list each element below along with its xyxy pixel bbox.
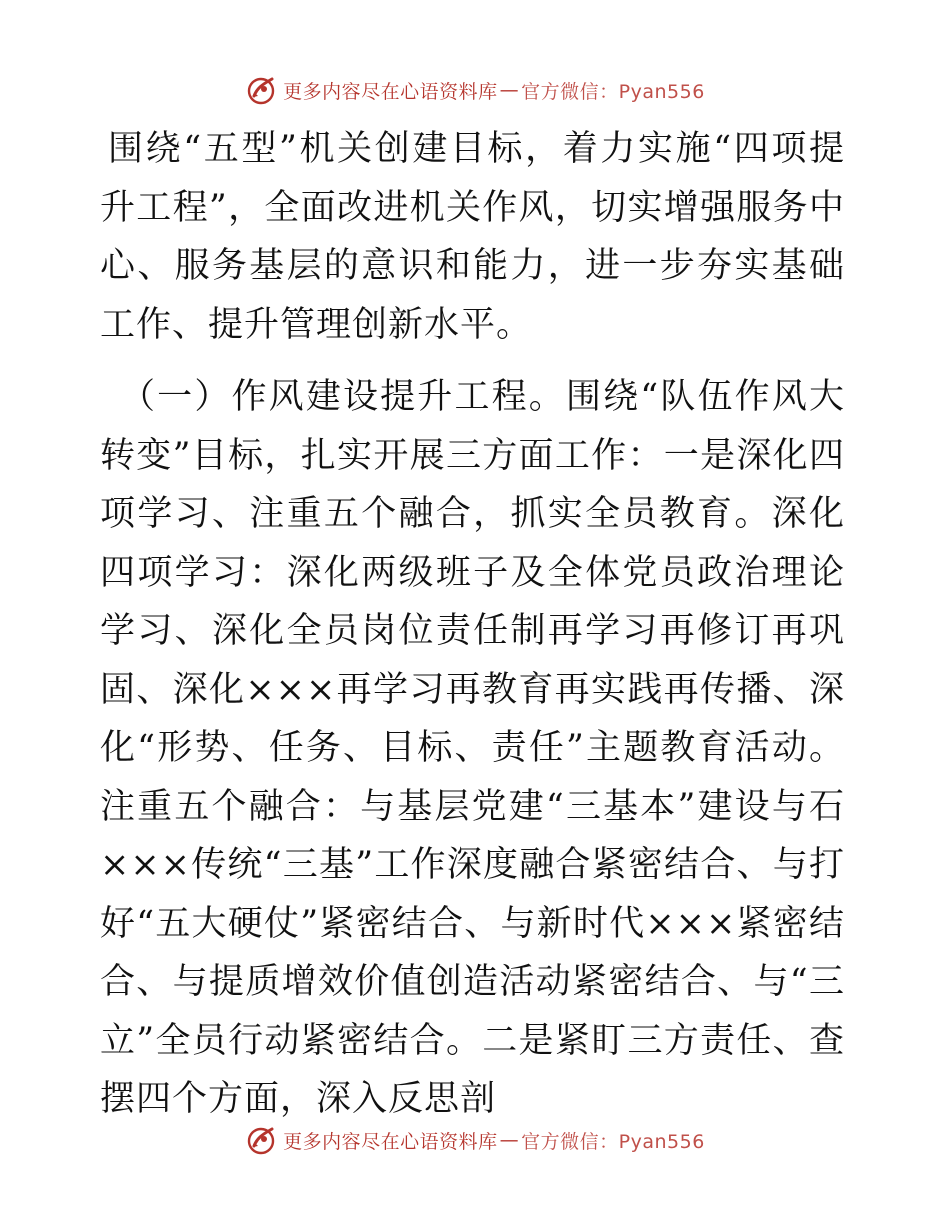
brush-logo-icon: [245, 1124, 277, 1156]
paragraph-section-one: （一）作风建设提升工程。围绕“队伍作风大转变”目标，扎实开展三方面工作：一是深化四项学习、注重五个融合，抓实全员教育。深化四项学习：深化两级班子及全体党员政治理论学习、深化全员岗位责任制再学习再修订再巩固、深化×××再学习再教育再实践再传播、深化“形势、任务、目标、责任”主题教育活动。注重五个融合：与基层党建“三基本”建设与石×××传统“三基”工作深度融合紧密结合、与打好“五大硬仗”紧密结合、与新时代×××紧密结合、与提质增效价值创造活动紧密结合、与“三立”全员行动紧密结合。二是紧盯三方责任、查摆四个方面，深入反思剖: [100, 377, 845, 1119]
watermark-library-text: 更多内容尽在心语资料库: [283, 80, 498, 103]
watermark-separator: —: [499, 1129, 520, 1151]
watermark-account-text: 官方微信：Pyan556: [521, 80, 705, 103]
watermark-library-text: 更多内容尽在心语资料库: [283, 1130, 498, 1153]
document-body: [100, 120, 845, 1129]
watermark-separator: —: [499, 79, 520, 101]
footer-watermark: [0, 1120, 950, 1160]
paragraph-intro: 围绕“五型”机关创建目标，着力实施“四项提升工程”，全面改进机关作风，切实增强服务中心、服务基层的意识和能力，进一步夯实基础工作、提升管理创新水平。: [100, 129, 845, 345]
header-watermark: [0, 70, 950, 110]
watermark-account-text: 官方微信：Pyan556: [521, 1130, 705, 1153]
brush-logo-icon: [245, 74, 277, 106]
